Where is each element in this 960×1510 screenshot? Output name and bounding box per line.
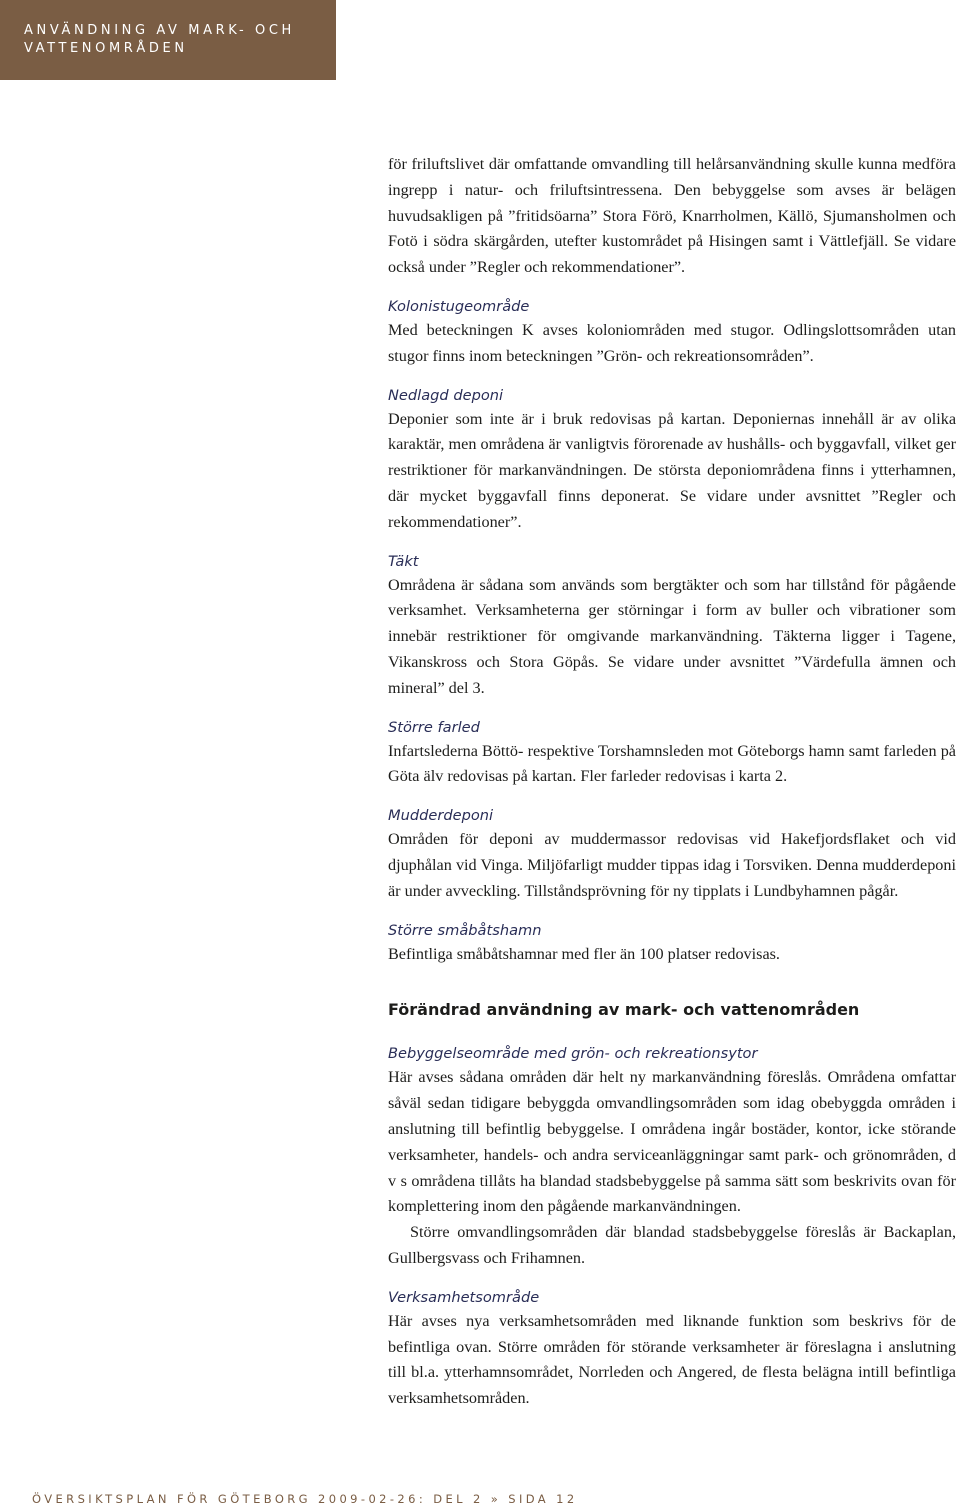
paragraph-verksamhetsomrade: Här avses nya verksamhetsområden med liknande funktion som beskrivs för de befintliga ovan. Större områden för störande verksamheter är föreslagna i anslutning till bl.a. ytterhamnsområdet, Norrleden och Angered, de flesta belägna intill befintliga verksamhetsområden.	[388, 1311, 956, 1408]
heading-takt: Täkt	[388, 552, 419, 570]
page-footer: ÖVERSIKTSPLAN FÖR GÖTEBORG 2009-02-26: DEL 2 » SIDA 12	[32, 1492, 578, 1506]
paragraph-takt: Områdena är sådana som används som bergtäkter och som har tillstånd för pågående verksamhet. Verksamheterna ger störningar i form av buller och vibrationer som innebär restriktioner för omgivande markanvändning. Täkterna ligger i Tagene, Vikanskross och Stora Göpås. Se vidare under avsnittet ”Värdefulla ämnen och mineral” del 3.	[388, 575, 956, 697]
heading-mudderdeponi: Mudderdeponi	[388, 807, 494, 825]
paragraph-bebyggelseomrade: Här avses sådana områden där helt ny markanvändning föreslås. Områdena omfattar såväl sedan tidigare bebyggda omvandlingsområden som idag obebyggda områden i anslutning till befintlig bebyggelse. I områdena ingår bostäder, kontor, icke störande verksamheter, handels- och andra serviceanläggningar samt park- och grönområden, d v s områdena tillåts ha blandad stadsbebyggelse på samma sätt som beskrivits ovan för komplettering inom den pågående markanvändningen.	[388, 1068, 956, 1216]
main-content	[388, 152, 956, 1412]
intro-paragraph: för friluftslivet där omfattande omvandling till helårsanvändning skulle kunna medföra ingrepp i natur- och friluftsintressena. Den bebyggelse som avses är belägen huvudsakligen på ”fritidsöarna” Stora Förö, Knarrholmen, Källö, Sjumansholmen och Fotö i södra skärgården, utefter kustområdet på Hisingen samt i Vättlefjäll. Se vidare också under ”Regler och rekommendationer”.	[388, 155, 956, 277]
paragraph-storre-farled: Infartslederna Böttö- respektive Torshamnsleden mot Göteborgs hamn samt farleden på Göta älv redovisas på kartan. Fler farleder redovisas i karta 2.	[388, 741, 956, 786]
paragraph-storre-smabatshamn: Befintliga småbåtshamnar med fler än 100 platser redovisas.	[388, 944, 780, 963]
paragraph-mudderdeponi: Områden för deponi av muddermassor redovisas vid Hakefjordsflaket och vid djuphålan vid Vinga. Miljöfarligt mudder tippas idag i Torsviken. Denna mudderdeponi är under avveckling. Tillståndsprövning för ny tipplats i Lundbyhamnen pågår.	[388, 830, 956, 900]
chapter-header	[0, 0, 336, 80]
heading-storre-smabatshamn: Större småbåtshamn	[388, 921, 542, 939]
heading-kolonistugeomrade: Kolonistugeområde	[388, 297, 530, 315]
paragraph-kolonistugeomrade: Med beteckningen K avses koloniområden med stugor. Odlingslottsområden utan stugor finns inom beteckningen ”Grön- och rekreationsområden”.	[388, 320, 956, 365]
heading-nedlagd-deponi: Nedlagd deponi	[388, 386, 504, 404]
chapter-title: ANVÄNDNING AV MARK- OCH VATTENOMRÅDEN	[24, 23, 295, 56]
paragraph-bebyggelseomrade-2: Större omvandlingsområden där blandad stadsbebyggelse föreslås är Backaplan, Gullbergsvass och Frihamnen.	[388, 1223, 956, 1267]
section-title: Förändrad användning av mark- och vattenområden	[388, 1000, 860, 1020]
heading-bebyggelseomrade: Bebyggelseområde med grön- och rekreationsytor	[388, 1045, 758, 1063]
heading-verksamhetsomrade: Verksamhetsområde	[388, 1288, 540, 1306]
paragraph-nedlagd-deponi: Deponier som inte är i bruk redovisas på kartan. Deponiernas innehåll är av olika karaktär, men områdena är vanligtvis förorenade av hushålls- och byggavfall, vilket ger restriktioner för markanvändningen. De största deponiområdena finns i ytterhamnen, där mycket byggavfall finns deponerat. Se vidare under avsnittet ”Regler och rekommendationer”.	[388, 409, 956, 531]
heading-storre-farled: Större farled	[388, 718, 480, 736]
